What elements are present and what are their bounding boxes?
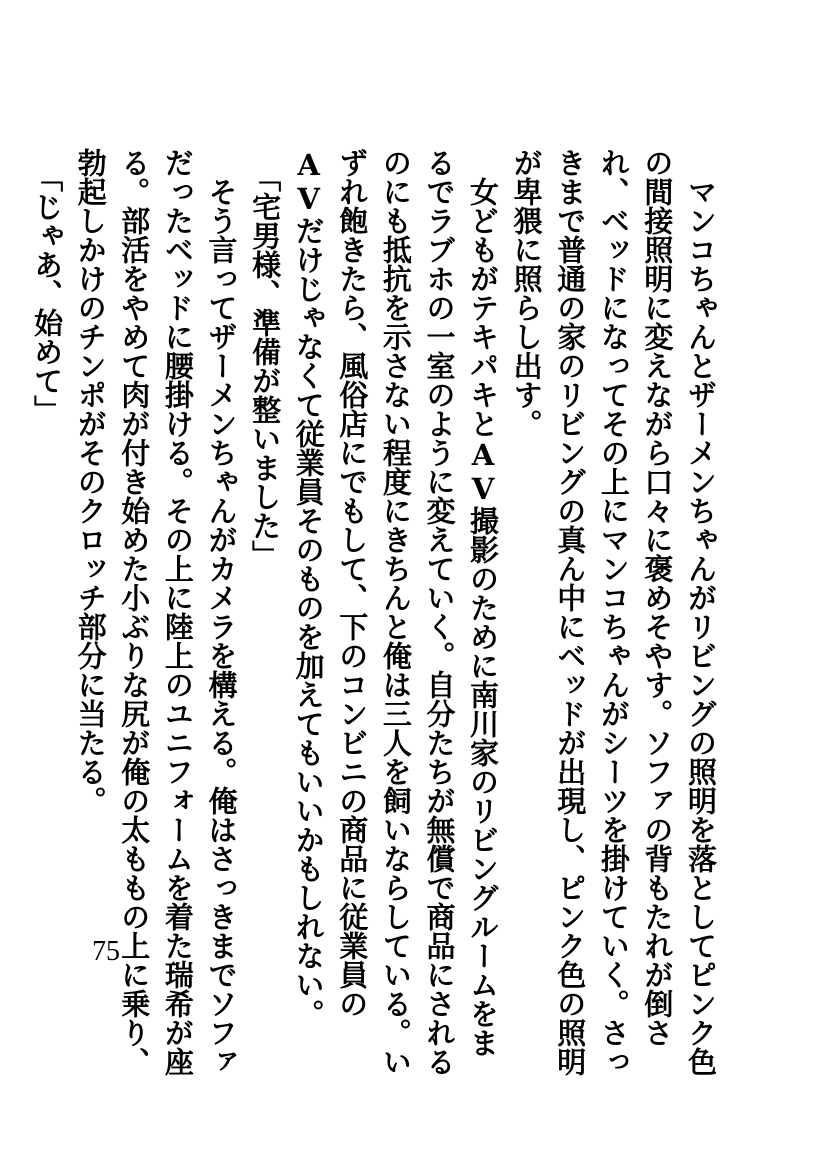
paragraph: そう言ってザーメンちゃんがカメラを構える。俺はさっきまでソファだったベッドに腰掛ける。その上に陸上のユニフォームを着た瑞希が座る。部活をやめて肉が付き始めた小ぶりな尻が俺の太ももの上に乗り、勃起しかけのチンポがそのクロッチ部分に当たる。	[73, 148, 239, 1076]
dialog-line: 「宅男様、準備が整いました」	[248, 162, 283, 569]
page-number: 75	[92, 936, 120, 967]
paragraph: マンコちゃんとザーメンちゃんがリビングの照明を落としてピンク色の間接照明に変えながら口々に褒めそやす。ソファの背もたれが倒され、ベッドになってその上にマンコちゃんがシーツを掛けていく。さっきまで普通の家のリビングの真ん中にベッドが出現し、ピンク色の照明が卑猥に照らし出す。	[509, 148, 718, 1076]
dialog-line: 「じゃあ、始めて」	[30, 162, 65, 424]
paragraph: 女どもがテキパキとAV撮影のために南川家のリビングルームをまるでラブホの一室のように変えていく。自分たちが無償で商品にされるのにも抵抗を示さない程度にきちんと俺は三人を飼いならしている。いずれ飽きたら、風俗店にでもして、下のコンビニの商品に従業員のAVだけじゃなくて従業員そのものを加えてもいいかもしれない。	[291, 148, 501, 1076]
